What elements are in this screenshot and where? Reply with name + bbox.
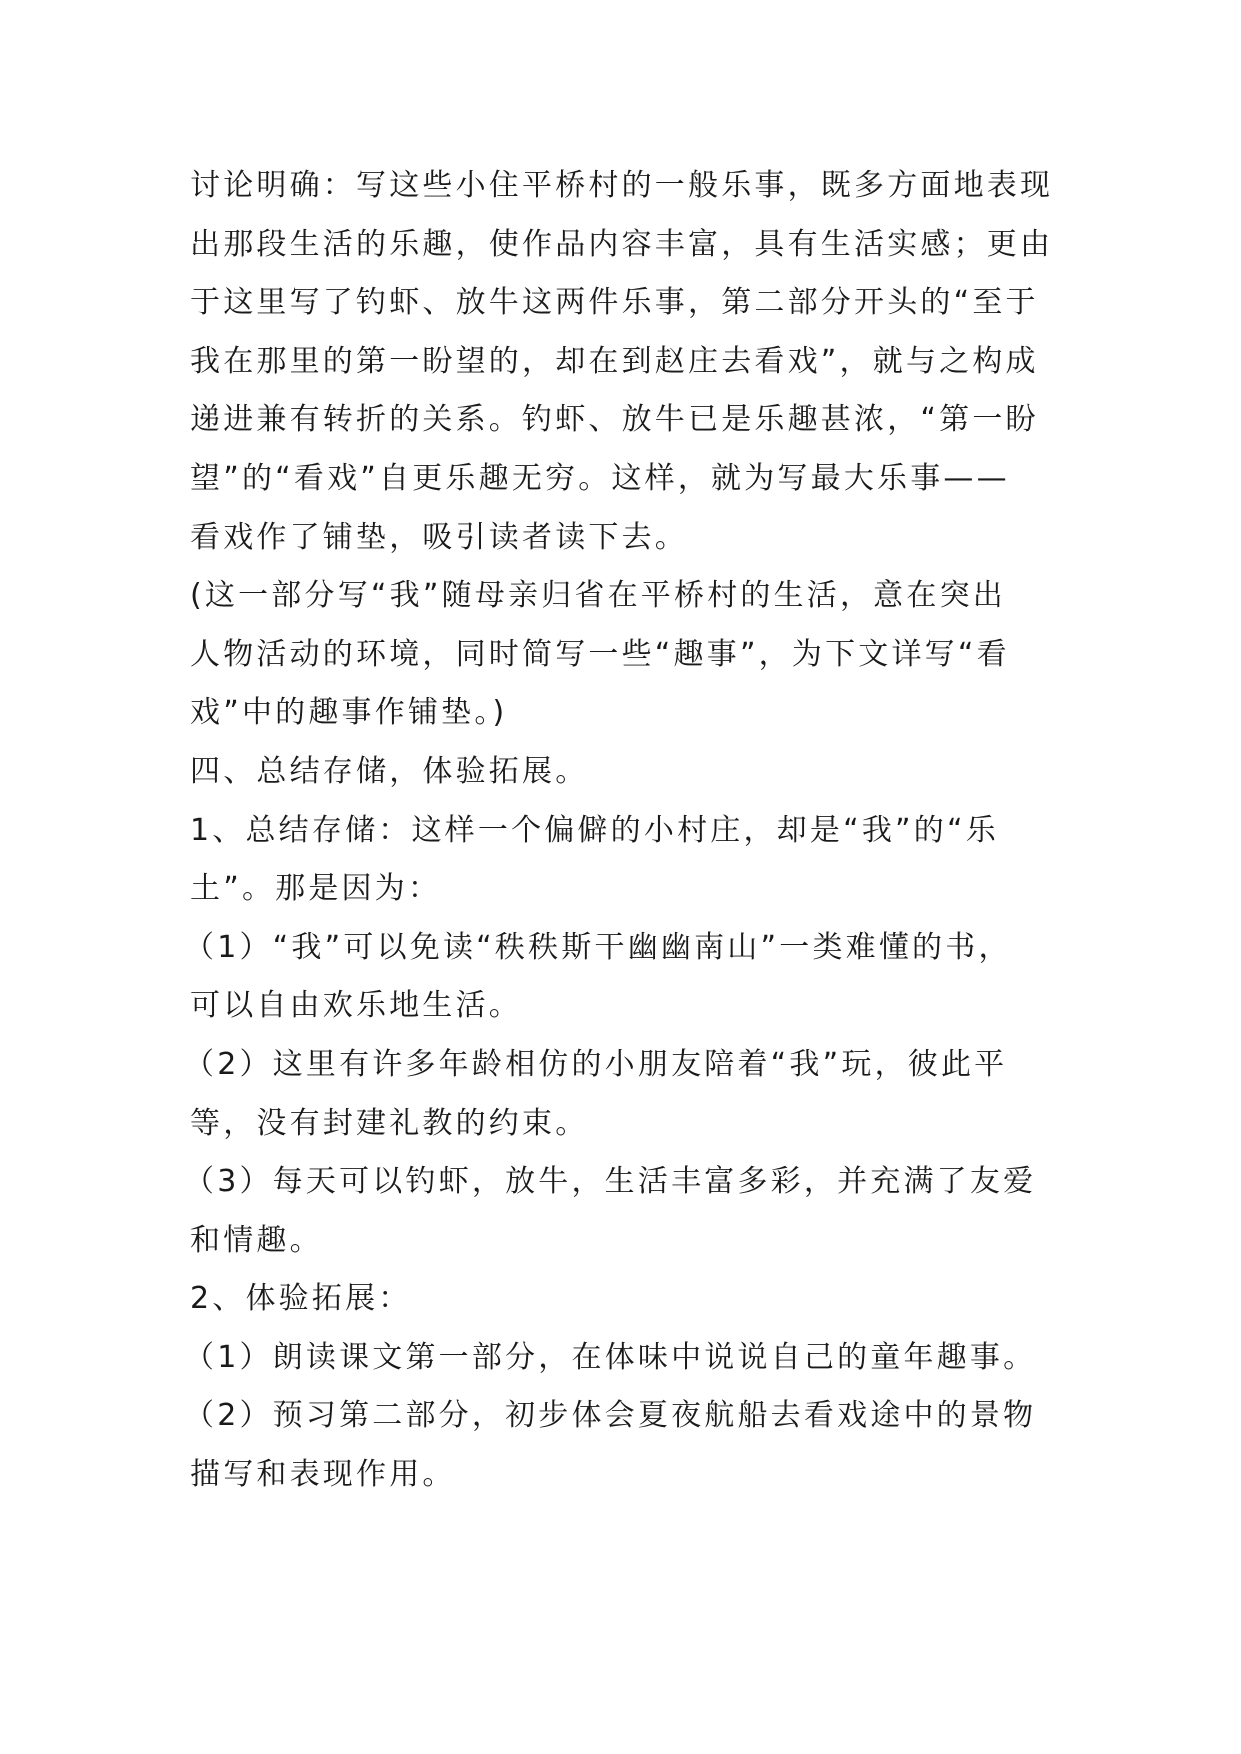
- text-line: 出那段生活的乐趣，使作品内容丰富，具有生活实感；更由: [190, 226, 1054, 262]
- text-line: 2、体验拓展：: [190, 1281, 412, 1317]
- text-line: 望”的“看戏”自更乐趣无穷。这样，就为写最大乐事——: [190, 460, 1010, 496]
- text-line: 和情趣。: [190, 1222, 323, 1258]
- text-line: 可以自由欢乐地生活。: [190, 988, 522, 1024]
- text-line: 看戏作了铺垫，吸引读者读下去。: [190, 519, 688, 555]
- list-item: （3）每天可以钓虾，放牛，生活丰富多彩，并充满了友爱: [184, 1164, 1037, 1200]
- text-line: 1、总结存储：这样一个偏僻的小村庄，却是“我”的“乐: [190, 812, 999, 848]
- section-heading: 四、总结存储，体验拓展。: [190, 753, 589, 789]
- text-line: 等，没有封建礼教的约束。: [190, 1105, 589, 1141]
- text-line: 描写和表现作用。: [190, 1457, 456, 1493]
- document-body: [184, 157, 1070, 1505]
- list-item: （1）朗读课文第一部分，在体味中说说自己的童年趣事。: [184, 1339, 1037, 1375]
- text-line: 人物活动的环境，同时简写一些“趣事”，为下文详写“看: [190, 636, 1010, 672]
- list-item: （2）预习第二部分，初步体会夏夜航船去看戏途中的景物: [184, 1398, 1037, 1434]
- list-item: （1）“我”可以免读“秩秩斯干幽幽南山”一类难懂的书，: [184, 929, 1012, 965]
- text-line: 土”。那是因为：: [190, 871, 442, 907]
- text-line: 讨论明确：写这些小住平桥村的一般乐事，既多方面地表现: [190, 168, 1054, 203]
- text-line: 戏”中的趣事作铺垫。): [190, 695, 508, 731]
- list-item: （2）这里有许多年龄相仿的小朋友陪着“我”玩，彼此平: [184, 1046, 1008, 1082]
- text-line: 递进兼有转折的关系。钓虾、放牛已是乐趣甚浓，“第一盼: [190, 402, 1039, 438]
- text-line: 我在那里的第一盼望的，却在到赵庄去看戏”，就与之构成: [190, 343, 1039, 379]
- text-line: (这一部分写“我”随母亲归省在平桥村的生活，意在突出: [190, 578, 1006, 614]
- text-line: 于这里写了钓虾、放牛这两件乐事，第二部分开头的“至于: [190, 285, 1039, 321]
